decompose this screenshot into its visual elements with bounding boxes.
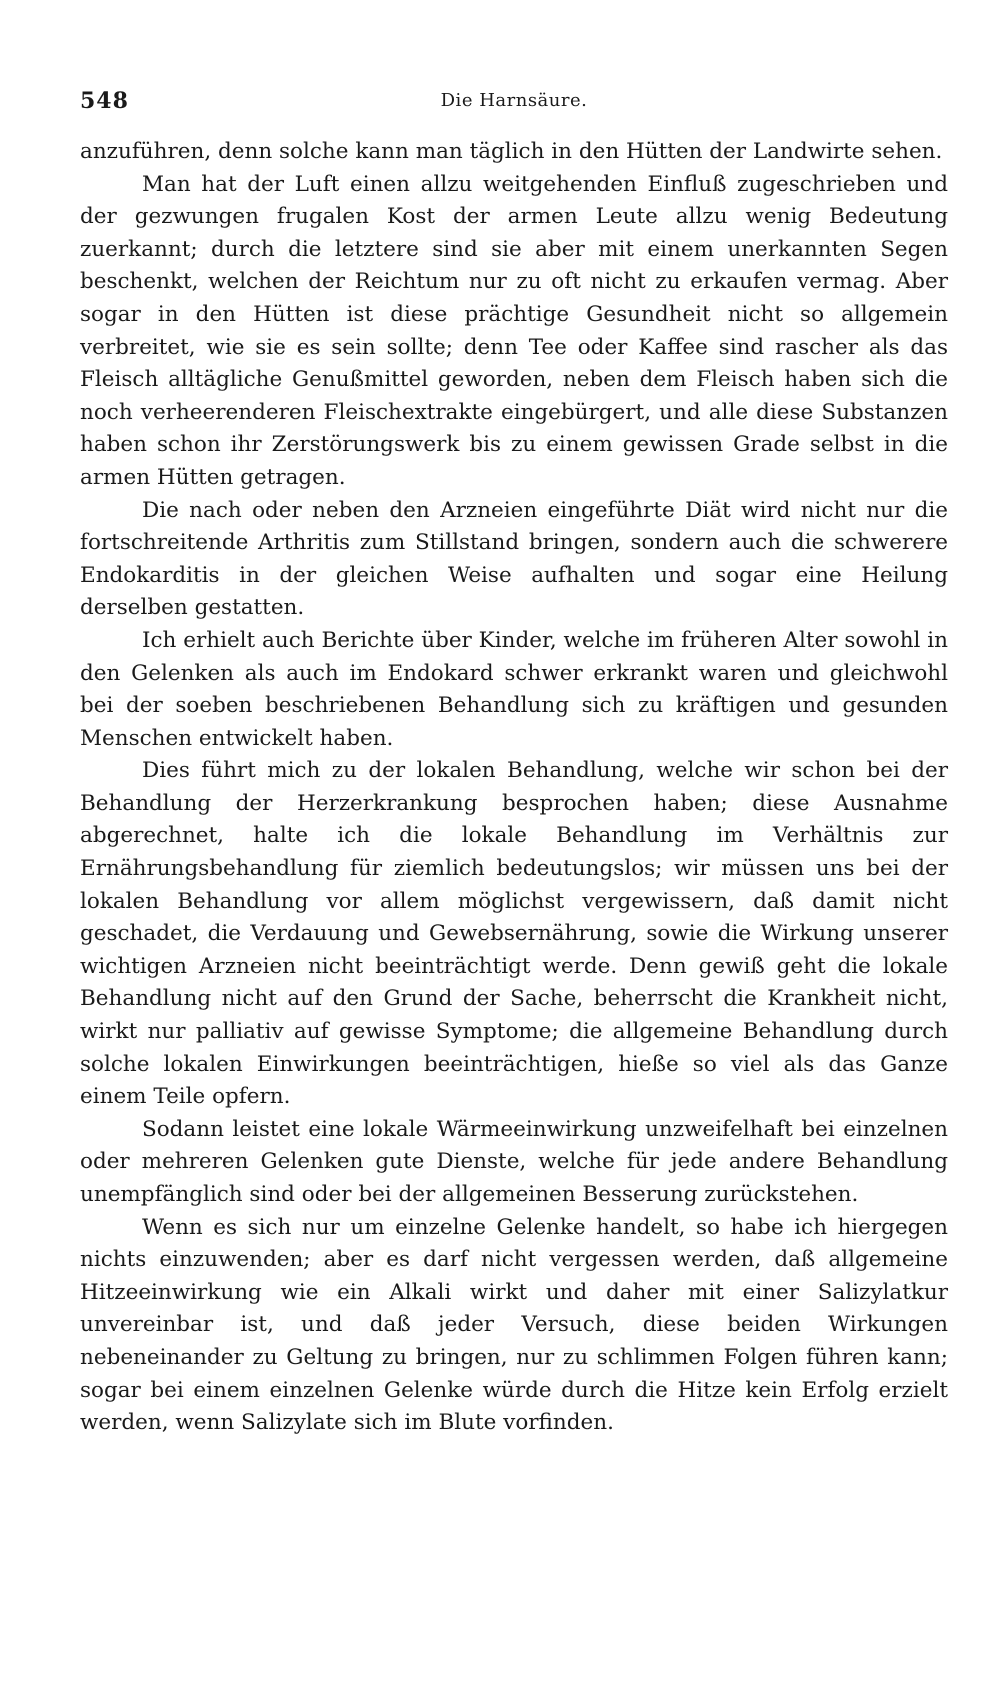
running-head: [80, 88, 948, 122]
paragraph: Sodann leistet eine lokale Wärmeeinwirkung unzweifelhaft bei einzelnen oder mehreren Gelenken gute Dienste, welche für jede andere Behandlung unempfänglich sind oder bei der allgemeinen Besserung zurückstehen.: [80, 1116, 948, 1207]
book-page: [80, 88, 948, 1440]
paragraph: Man hat der Luft einen allzu weitgehenden Einfluß zugeschrieben und der gezwungen frugalen Kost der armen Leute allzu wenig Bedeutung zuerkannt; durch die letztere sind sie aber mit einem unerkannten Segen beschenkt, welchen der Reichtum nur zu oft nicht zu erkaufen vermag. Aber sogar in den Hütten ist diese prächtige Gesundheit nicht so allgemein verbreitet, wie sie es sein sollte; denn Tee oder Kaffee sind rascher als das Fleisch alltägliche Genußmittel geworden, neben dem Fleisch haben sich die noch verheerenderen Fleischextrakte eingebürgert, und alle diese Substanzen haben schon ihr Zerstörungswerk bis zu einem gewissen Grade selbst in die armen Hütten getragen.: [80, 171, 948, 490]
paragraph: Ich erhielt auch Berichte über Kinder, welche im früheren Alter sowohl in den Gelenken als auch im Endokard schwer erkrankt waren und gleichwohl bei der soeben beschriebenen Behandlung sich zu kräftigen und gesunden Menschen entwickelt haben.: [80, 627, 948, 751]
paragraph-continuation: anzuführen, denn solche kann man täglich in den Hütten der Landwirte sehen.: [80, 139, 943, 164]
page-number: 548: [80, 88, 129, 114]
paragraph: Dies führt mich zu der lokalen Behandlung, welche wir schon bei der Behandlung der Herzerkrankung besprochen haben; diese Ausnahme abgerechnet, halte ich die lokale Behandlung im Verhältnis zur Ernährungsbehandlung für ziemlich bedeutungslos; wir müssen uns bei der lokalen Behandlung vor allem möglichst vergewissern, daß damit nicht geschadet, die Verdauung und Gewebsernährung, sowie die Wirkung unserer wichtigen Arzneien nicht beeinträchtigt werde. Denn gewiß geht die lokale Behandlung nicht auf den Grund der Sache, beherrscht die Krankheit nicht, wirkt nur palliativ auf gewisse Symptome; die allgemeine Behandlung durch solche lokalen Einwirkungen beeinträchtigen, hieße so viel als das Ganze einem Teile opfern.: [80, 758, 948, 1110]
running-title: Die Harnsäure.: [440, 90, 588, 111]
paragraph: Die nach oder neben den Arzneien eingeführte Diät wird nicht nur die fortschreitende Arthritis zum Stillstand bringen, sondern auch die schwerere Endokarditis in der gleichen Weise aufhalten und sogar eine Heilung derselben gestatten.: [80, 497, 948, 621]
paragraph: Wenn es sich nur um einzelne Gelenke handelt, so habe ich hiergegen nichts einzuwenden; aber es darf nicht vergessen werden, daß allgemeine Hitzeeinwirkung wie ein Alkali wirkt und daher mit einer Salizylatkur unvereinbar ist, und daß jeder Versuch, diese beiden Wirkungen nebeneinander zu Geltung zu bringen, nur zu schlimmen Folgen führen kann; sogar bei einem einzelnen Gelenke würde durch die Hitze kein Erfolg erzielt werden, wenn Salizylate sich im Blute vorfinden.: [80, 1214, 948, 1436]
body-text: [80, 136, 948, 1440]
